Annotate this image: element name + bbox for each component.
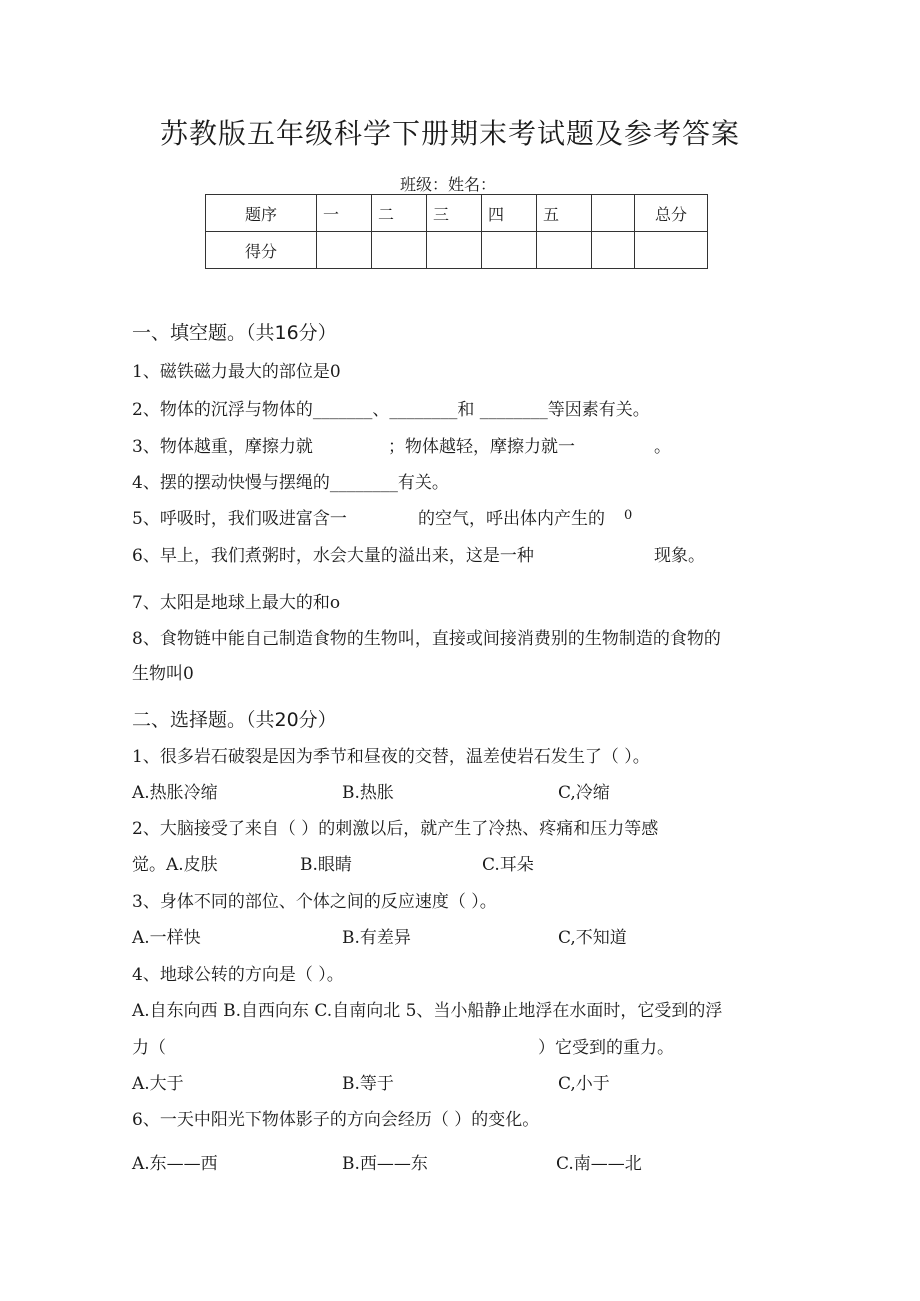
question-1-5-part-c: 0 bbox=[624, 508, 633, 523]
section-heading-fill-in: 一、填空题。（共16分） bbox=[132, 322, 337, 344]
question-2-2-option-a: 觉。A.皮肤 bbox=[132, 855, 218, 875]
question-2-2-option-b: B.眼睛 bbox=[300, 855, 352, 875]
question-2-6-option-a: A.东——西 bbox=[132, 1154, 218, 1174]
question-2-6: 6、一天中阳光下物体影子的方向会经历（ ）的变化。 bbox=[132, 1110, 540, 1130]
question-1-3-part-a: 3、物体越重，摩擦力就 bbox=[132, 437, 313, 457]
question-2-3-option-a: A.一样快 bbox=[132, 928, 201, 948]
question-1-5-part-b: 的空气，呼出体内产生的 bbox=[418, 509, 605, 529]
question-1-1: 1、磁铁磁力最大的部位是0 bbox=[132, 362, 341, 382]
question-2-3-option-b: B.有差异 bbox=[342, 928, 411, 948]
question-2-5-option-b: B.等于 bbox=[342, 1074, 394, 1094]
table-cell: 题序 bbox=[206, 195, 317, 232]
question-1-3-part-c: 。 bbox=[654, 437, 671, 457]
question-2-5-part-b: ）它受到的重力。 bbox=[538, 1038, 674, 1058]
question-1-6-part-b: 现象。 bbox=[654, 546, 705, 566]
question-2-3: 3、身体不同的部位、个体之间的反应速度（ ）。 bbox=[132, 892, 497, 912]
score-table-score-row bbox=[206, 232, 708, 269]
table-cell bbox=[372, 232, 427, 269]
question-1-2: 2、物体的沉浮与物体的_______、________和 ________等因素有关。 bbox=[132, 400, 650, 420]
question-2-1: 1、很多岩石破裂是因为季节和昼夜的交替，温差使岩石发生了（ ）。 bbox=[132, 747, 650, 767]
table-cell bbox=[635, 232, 708, 269]
question-2-5-option-c: C,小于 bbox=[558, 1074, 610, 1094]
question-2-1-option-a: A.热胀冷缩 bbox=[132, 783, 218, 803]
question-1-8-line-1: 8、食物链中能自己制造食物的生物叫，直接或间接消费别的生物制造的食物的 bbox=[132, 629, 721, 649]
question-2-2-option-c: C.耳朵 bbox=[482, 855, 534, 875]
table-cell: 总分 bbox=[635, 195, 708, 232]
table-cell bbox=[592, 195, 635, 232]
question-2-1-option-c: C,冷缩 bbox=[558, 783, 610, 803]
question-1-3-part-b: ；物体越轻，摩擦力就一 bbox=[388, 437, 575, 457]
question-2-6-option-b: B.西——东 bbox=[342, 1154, 428, 1174]
table-cell bbox=[482, 232, 537, 269]
question-2-5-part-a: 力（ bbox=[132, 1038, 166, 1058]
question-1-8-line-2: 生物叫0 bbox=[132, 664, 194, 684]
table-cell: 四 bbox=[482, 195, 537, 232]
table-cell: 一 bbox=[317, 195, 372, 232]
table-cell bbox=[317, 232, 372, 269]
table-cell bbox=[592, 232, 635, 269]
table-cell: 三 bbox=[427, 195, 482, 232]
table-cell: 二 bbox=[372, 195, 427, 232]
question-1-7: 7、太阳是地球上最大的和o bbox=[132, 593, 341, 613]
class-name-line: 班级：姓名： bbox=[400, 175, 497, 194]
question-2-4-options: A.自东向西 B.自西向东 C.自南向北 5、当小船静止地浮在水面时，它受到的浮 bbox=[132, 1001, 723, 1021]
table-cell bbox=[427, 232, 482, 269]
question-2-4: 4、地球公转的方向是（ ）。 bbox=[132, 965, 344, 985]
question-2-5-option-a: A.大于 bbox=[132, 1074, 184, 1094]
question-1-6-part-a: 6、早上，我们煮粥时，水会大量的溢出来，这是一种 bbox=[132, 546, 534, 566]
page-title: 苏教版五年级科学下册期末考试题及参考答案 bbox=[159, 117, 740, 150]
table-cell bbox=[537, 232, 592, 269]
question-1-4: 4、摆的摆动快慢与摆绳的________有关。 bbox=[132, 473, 449, 493]
table-cell: 五 bbox=[537, 195, 592, 232]
table-cell: 得分 bbox=[206, 232, 317, 269]
question-1-5-part-a: 5、呼吸时，我们吸进富含一 bbox=[132, 509, 347, 529]
question-2-6-option-c: C.南——北 bbox=[556, 1154, 642, 1174]
section-heading-multiple-choice: 二、选择题。（共20分） bbox=[132, 709, 337, 731]
question-2-3-option-c: C,不知道 bbox=[558, 928, 627, 948]
score-table bbox=[205, 194, 708, 269]
score-table-header-row bbox=[206, 195, 708, 232]
question-2-1-option-b: B.热胀 bbox=[342, 783, 394, 803]
question-2-2-line-1: 2、大脑接受了来自（ ）的刺激以后，就产生了冷热、疼痛和压力等感 bbox=[132, 819, 659, 839]
